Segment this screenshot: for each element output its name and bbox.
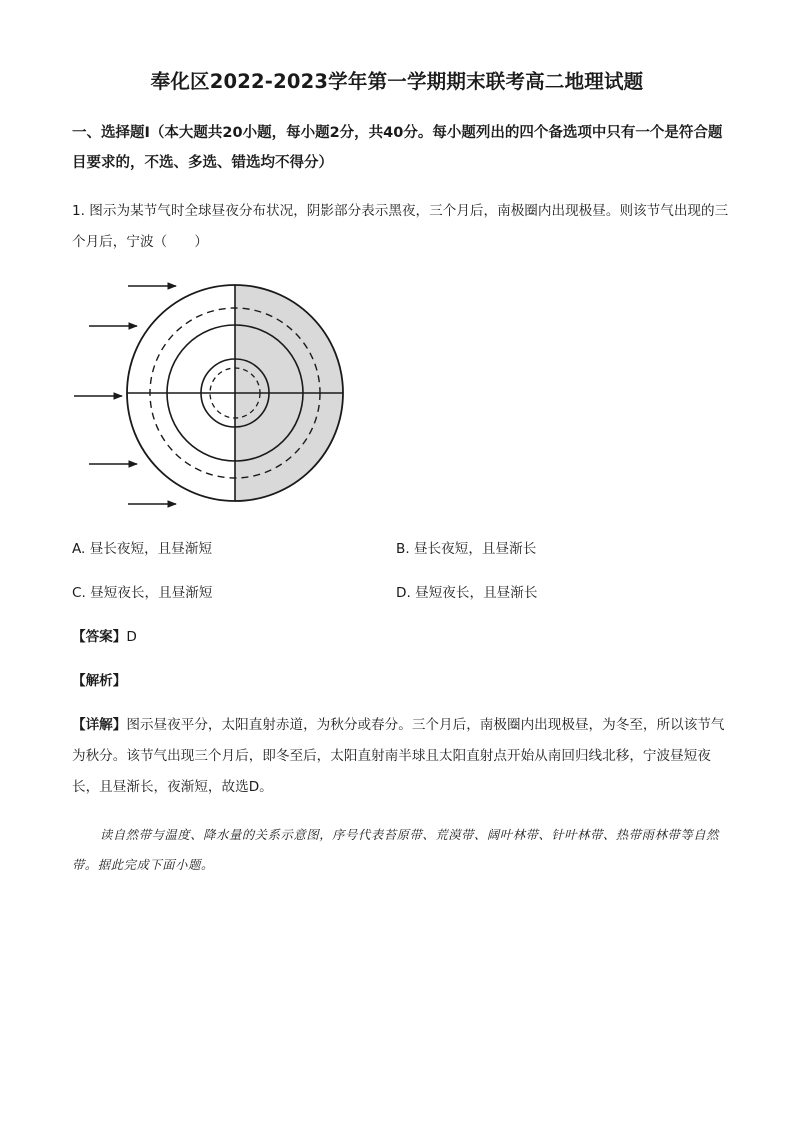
option-c: C. 昼短夜长，且昼渐短 — [72, 585, 213, 601]
question-group-intro: 读自然带与温度、降水量的关系示意图，序号代表苔原带、荒漠带、阔叶林带、针叶林带、热带雨林带等自然带。据此完成下面小题。 — [72, 828, 720, 872]
answer-value: D — [126, 629, 137, 645]
day-night-diagram — [70, 278, 360, 508]
option-d: D. 昼短夜长，且昼渐长 — [396, 585, 538, 601]
detail-label: 【详解】 — [72, 717, 127, 733]
exam-title: 奉化区2022-2023学年第一学期期末联考高二地理试题 — [150, 70, 644, 93]
analysis-line — [72, 669, 126, 689]
detail-paragraph — [72, 710, 732, 803]
question-1-stem: 1. 图示为某节气时全球昼夜分布状况，阴影部分表示黑夜，三个月后，南极圈内出现极昼。则该节气出现的三个月后，宁波（ ） — [72, 203, 729, 250]
analysis-label: 【解析】 — [72, 673, 127, 689]
answer-label: 【答案】 — [72, 629, 127, 645]
option-a: A. 昼长夜短，且昼渐短 — [72, 541, 213, 557]
answer-line — [72, 625, 137, 645]
option-b: B. 昼长夜短，且昼渐长 — [396, 541, 537, 557]
detail-text: 图示昼夜平分，太阳直射赤道，为秋分或春分。三个月后，南极圈内出现极昼，为冬至，所以该节气为秋分。该节气出现三个月后，即冬至后，太阳直射南半球且太阳直射点开始从南回归线北移，宁波昼短夜长，且昼渐长，夜渐短，故选D。 — [72, 717, 725, 795]
section-heading: 一、选择题Ⅰ（本大题共20小题，每小题2分，共40分。每小题列出的四个备选项中只有一个是符合题目要求的，不选、多选、错选均不得分） — [72, 125, 723, 171]
